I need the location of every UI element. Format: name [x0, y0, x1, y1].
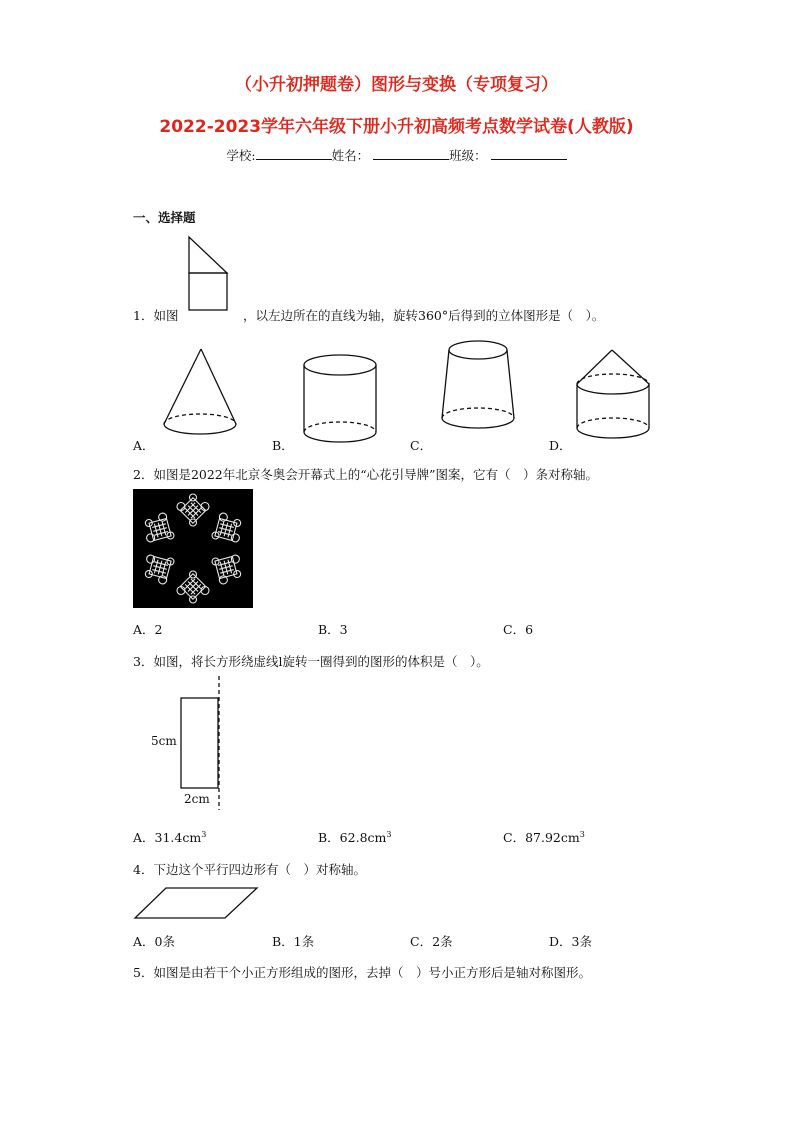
school-blank[interactable] [256, 146, 332, 160]
q3-option-b[interactable]: B．$62.8cm^3$ [318, 829, 392, 845]
section-title: 一、选择题 [133, 210, 196, 225]
class-label: 班级： [449, 148, 487, 163]
q4-option-a[interactable]: A．0条 [133, 934, 175, 949]
q3-height-label: 5cm [151, 734, 177, 748]
q1-prefix: 1．如图 [133, 308, 179, 323]
name-blank[interactable] [373, 146, 449, 160]
q3-text: 3．如图，将长方形绕虚线l旋转一圈得到的图形的体积是（ ）。 [133, 654, 489, 669]
q2-knot-pattern-image [133, 489, 253, 608]
page-subtitle: 2022-2023学年六年级下册小升初高频考点数学试卷(人教版) [159, 117, 634, 137]
q1-cylinder-shape [300, 352, 380, 444]
student-info [0, 146, 793, 164]
q3-option-a[interactable]: A．$31.4cm^3$ [133, 829, 207, 845]
q1-text: ，以左边所在的直线为轴，旋转360°后得到的立体图形是（ ）。 [243, 308, 605, 323]
q3-width-label: 2cm [184, 792, 210, 806]
q1-cone-on-cylinder-shape [573, 348, 655, 442]
school-label: 学校: [226, 148, 256, 163]
q2-option-a[interactable]: A．2 [133, 622, 163, 637]
q1-option-c[interactable]: C． [410, 438, 433, 453]
q2-option-c[interactable]: C．6 [503, 622, 534, 637]
q4-parallelogram-figure [133, 886, 259, 920]
class-blank[interactable] [491, 146, 567, 160]
page-title: （小升初押题卷）图形与变换（专项复习） [235, 75, 558, 95]
q2-option-b[interactable]: B．3 [318, 622, 348, 637]
q1-cone-shape [160, 346, 240, 438]
q2-text: 2．如图是2022年北京冬奥会开幕式上的“心花引导牌”图案，它有（ ）条对称轴。 [133, 467, 599, 482]
q1-option-b[interactable]: B． [272, 438, 294, 453]
q1-option-d[interactable]: D． [549, 438, 572, 453]
q4-option-c[interactable]: C．2条 [410, 934, 453, 949]
q1-option-a[interactable]: A． [133, 438, 155, 453]
q4-option-d[interactable]: D．3条 [549, 934, 592, 949]
q1-figure-triangle-square [186, 236, 232, 312]
q3-option-c[interactable]: C．$87.92cm^3$ [503, 829, 585, 845]
q4-text: 4．下边这个平行四边形有（ ）对称轴。 [133, 862, 366, 877]
q1-frustum-shape [438, 338, 520, 438]
q4-option-b[interactable]: B．1条 [272, 934, 315, 949]
q5-text: 5．如图是由若干个小正方形组成的图形，去掉（ ）号小正方形后是轴对称图形。 [133, 965, 591, 980]
name-label: 姓名： [331, 148, 370, 163]
